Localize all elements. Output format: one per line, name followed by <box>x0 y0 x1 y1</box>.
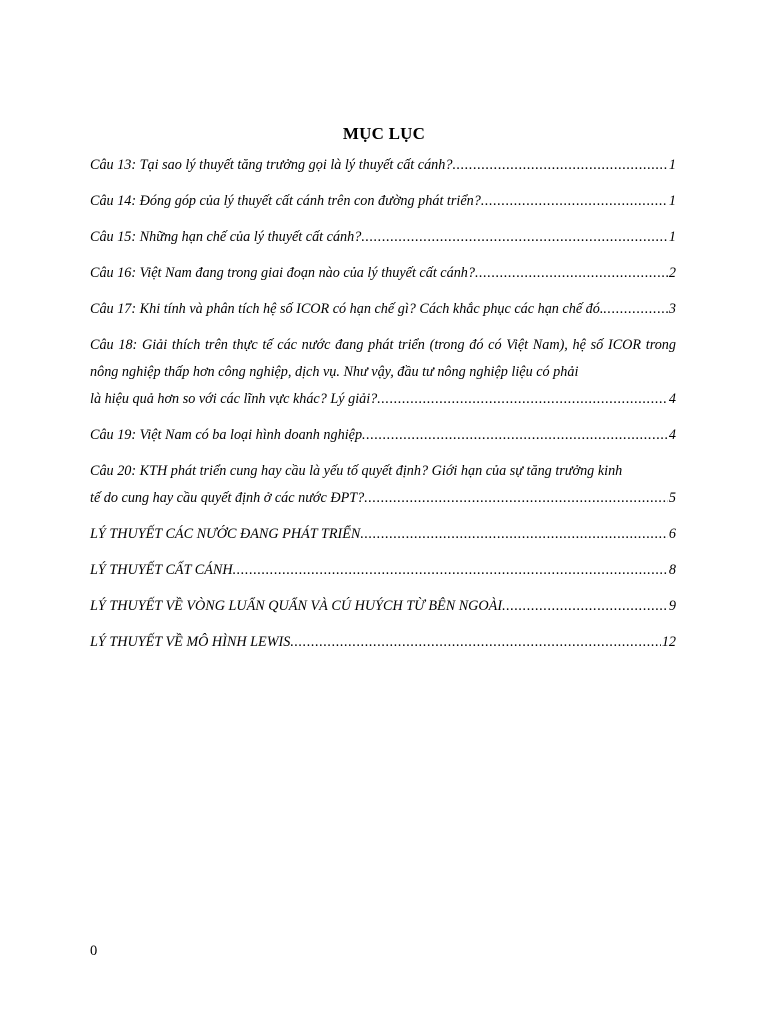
toc-entry-cau-16[interactable] <box>90 260 676 287</box>
toc-entry-cau-18[interactable] <box>90 332 676 413</box>
footer-page-number: 0 <box>90 943 98 959</box>
toc-entry-label: Câu 16: Việt Nam đang trong giai đoạn nào của lý thuyết cất cánh? <box>90 265 475 281</box>
toc-entry-page: 6 <box>668 526 676 542</box>
toc-entry-cau-15[interactable] <box>90 224 676 251</box>
toc-entry-ly-thuyet-mo-hinh-lewis[interactable] <box>90 629 676 656</box>
toc-dot-leader <box>452 152 667 179</box>
toc-dot-leader <box>377 386 668 413</box>
toc-dot-leader <box>233 557 668 584</box>
toc-entry-label: Câu 20: KTH phát triển cung hay cầu là yếu tố quyết định? Giới hạn của sự tăng trưởng kinh <box>90 463 623 479</box>
toc-entry-last-line <box>90 485 676 512</box>
toc-entry-page: 2 <box>668 265 676 281</box>
toc-entry-page: 9 <box>668 598 676 614</box>
toc-entry-label: Câu 13: Tại sao lý thuyết tăng trưởng gọi là lý thuyết cất cánh? <box>90 157 453 173</box>
toc-entry-page: 4 <box>668 427 676 443</box>
toc-entry-label: LÝ THUYẾT VỀ MÔ HÌNH LEWIS <box>90 634 291 650</box>
toc-entry-page: 1 <box>668 157 676 173</box>
toc-entry-ly-thuyet-cac-nuoc-dang-phat-trien[interactable] <box>90 521 676 548</box>
toc-entry-ly-thuyet-vong-luan-quan[interactable] <box>90 593 676 620</box>
toc-dot-leader <box>481 188 668 215</box>
toc-dot-leader <box>360 521 668 548</box>
toc-entry-label: Câu 18: Giải thích trên thực tế các nước đang phát triển (trong đó có Việt Nam), hệ số ICOR trong nông nghiệp thấp hơn công nghiệp, dịch vụ. Như vậy, đầu tư nông nghiệp liệu có phải <box>90 337 676 380</box>
toc-entry-cau-13[interactable] <box>90 152 676 179</box>
toc-entry-cau-19[interactable] <box>90 422 676 449</box>
toc-entry-label: Câu 14: Đóng góp của lý thuyết cất cánh trên con đường phát triển? <box>90 193 481 209</box>
toc-entry-cau-17[interactable] <box>90 296 676 323</box>
toc-entry-page: 3 <box>668 301 676 317</box>
toc-dot-leader <box>603 296 668 323</box>
toc-entry-label: LÝ THUYẾT CẤT CÁNH <box>90 562 233 578</box>
table-of-contents <box>90 152 676 665</box>
toc-dot-leader <box>290 629 660 656</box>
toc-entry-label-end: là hiệu quả hơn so với các lĩnh vực khác? Lý giải? <box>90 391 378 407</box>
toc-entry-page: 5 <box>668 490 676 506</box>
toc-title: MỤC LỤC <box>342 124 426 143</box>
toc-entry-cau-20[interactable] <box>90 458 676 512</box>
toc-entry-page: 12 <box>661 634 676 650</box>
toc-entry-label-end: tế do cung hay cầu quyết định ở các nước ĐPT? <box>90 490 365 506</box>
toc-entry-page: 8 <box>668 562 676 578</box>
toc-entry-label: Câu 19: Việt Nam có ba loại hình doanh nghiệp <box>90 427 363 443</box>
toc-dot-leader <box>361 224 668 251</box>
toc-entry-last-line <box>90 386 676 413</box>
toc-entry-label: Câu 15: Những hạn chế của lý thuyết cất cánh? <box>90 229 362 245</box>
toc-entry-page: 1 <box>668 229 676 245</box>
toc-entry-label: Câu 17: Khi tính và phân tích hệ số ICOR có hạn chế gì? Cách khắc phục các hạn chế đó. <box>90 301 604 317</box>
toc-dot-leader <box>364 485 668 512</box>
toc-entry-ly-thuyet-cat-canh[interactable] <box>90 557 676 584</box>
toc-entry-page: 1 <box>668 193 676 209</box>
toc-dot-leader <box>475 260 668 287</box>
toc-entry-label: LÝ THUYẾT CÁC NƯỚC ĐANG PHÁT TRIỂN <box>90 526 361 542</box>
toc-entry-label: LÝ THUYẾT VỀ VÒNG LUẨN QUẨN VÀ CÚ HUÝCH TỪ BÊN NGOÀI <box>90 598 503 614</box>
toc-dot-leader <box>362 422 668 449</box>
toc-entry-cau-14[interactable] <box>90 188 676 215</box>
toc-entry-page: 4 <box>668 391 676 407</box>
toc-dot-leader <box>502 593 668 620</box>
